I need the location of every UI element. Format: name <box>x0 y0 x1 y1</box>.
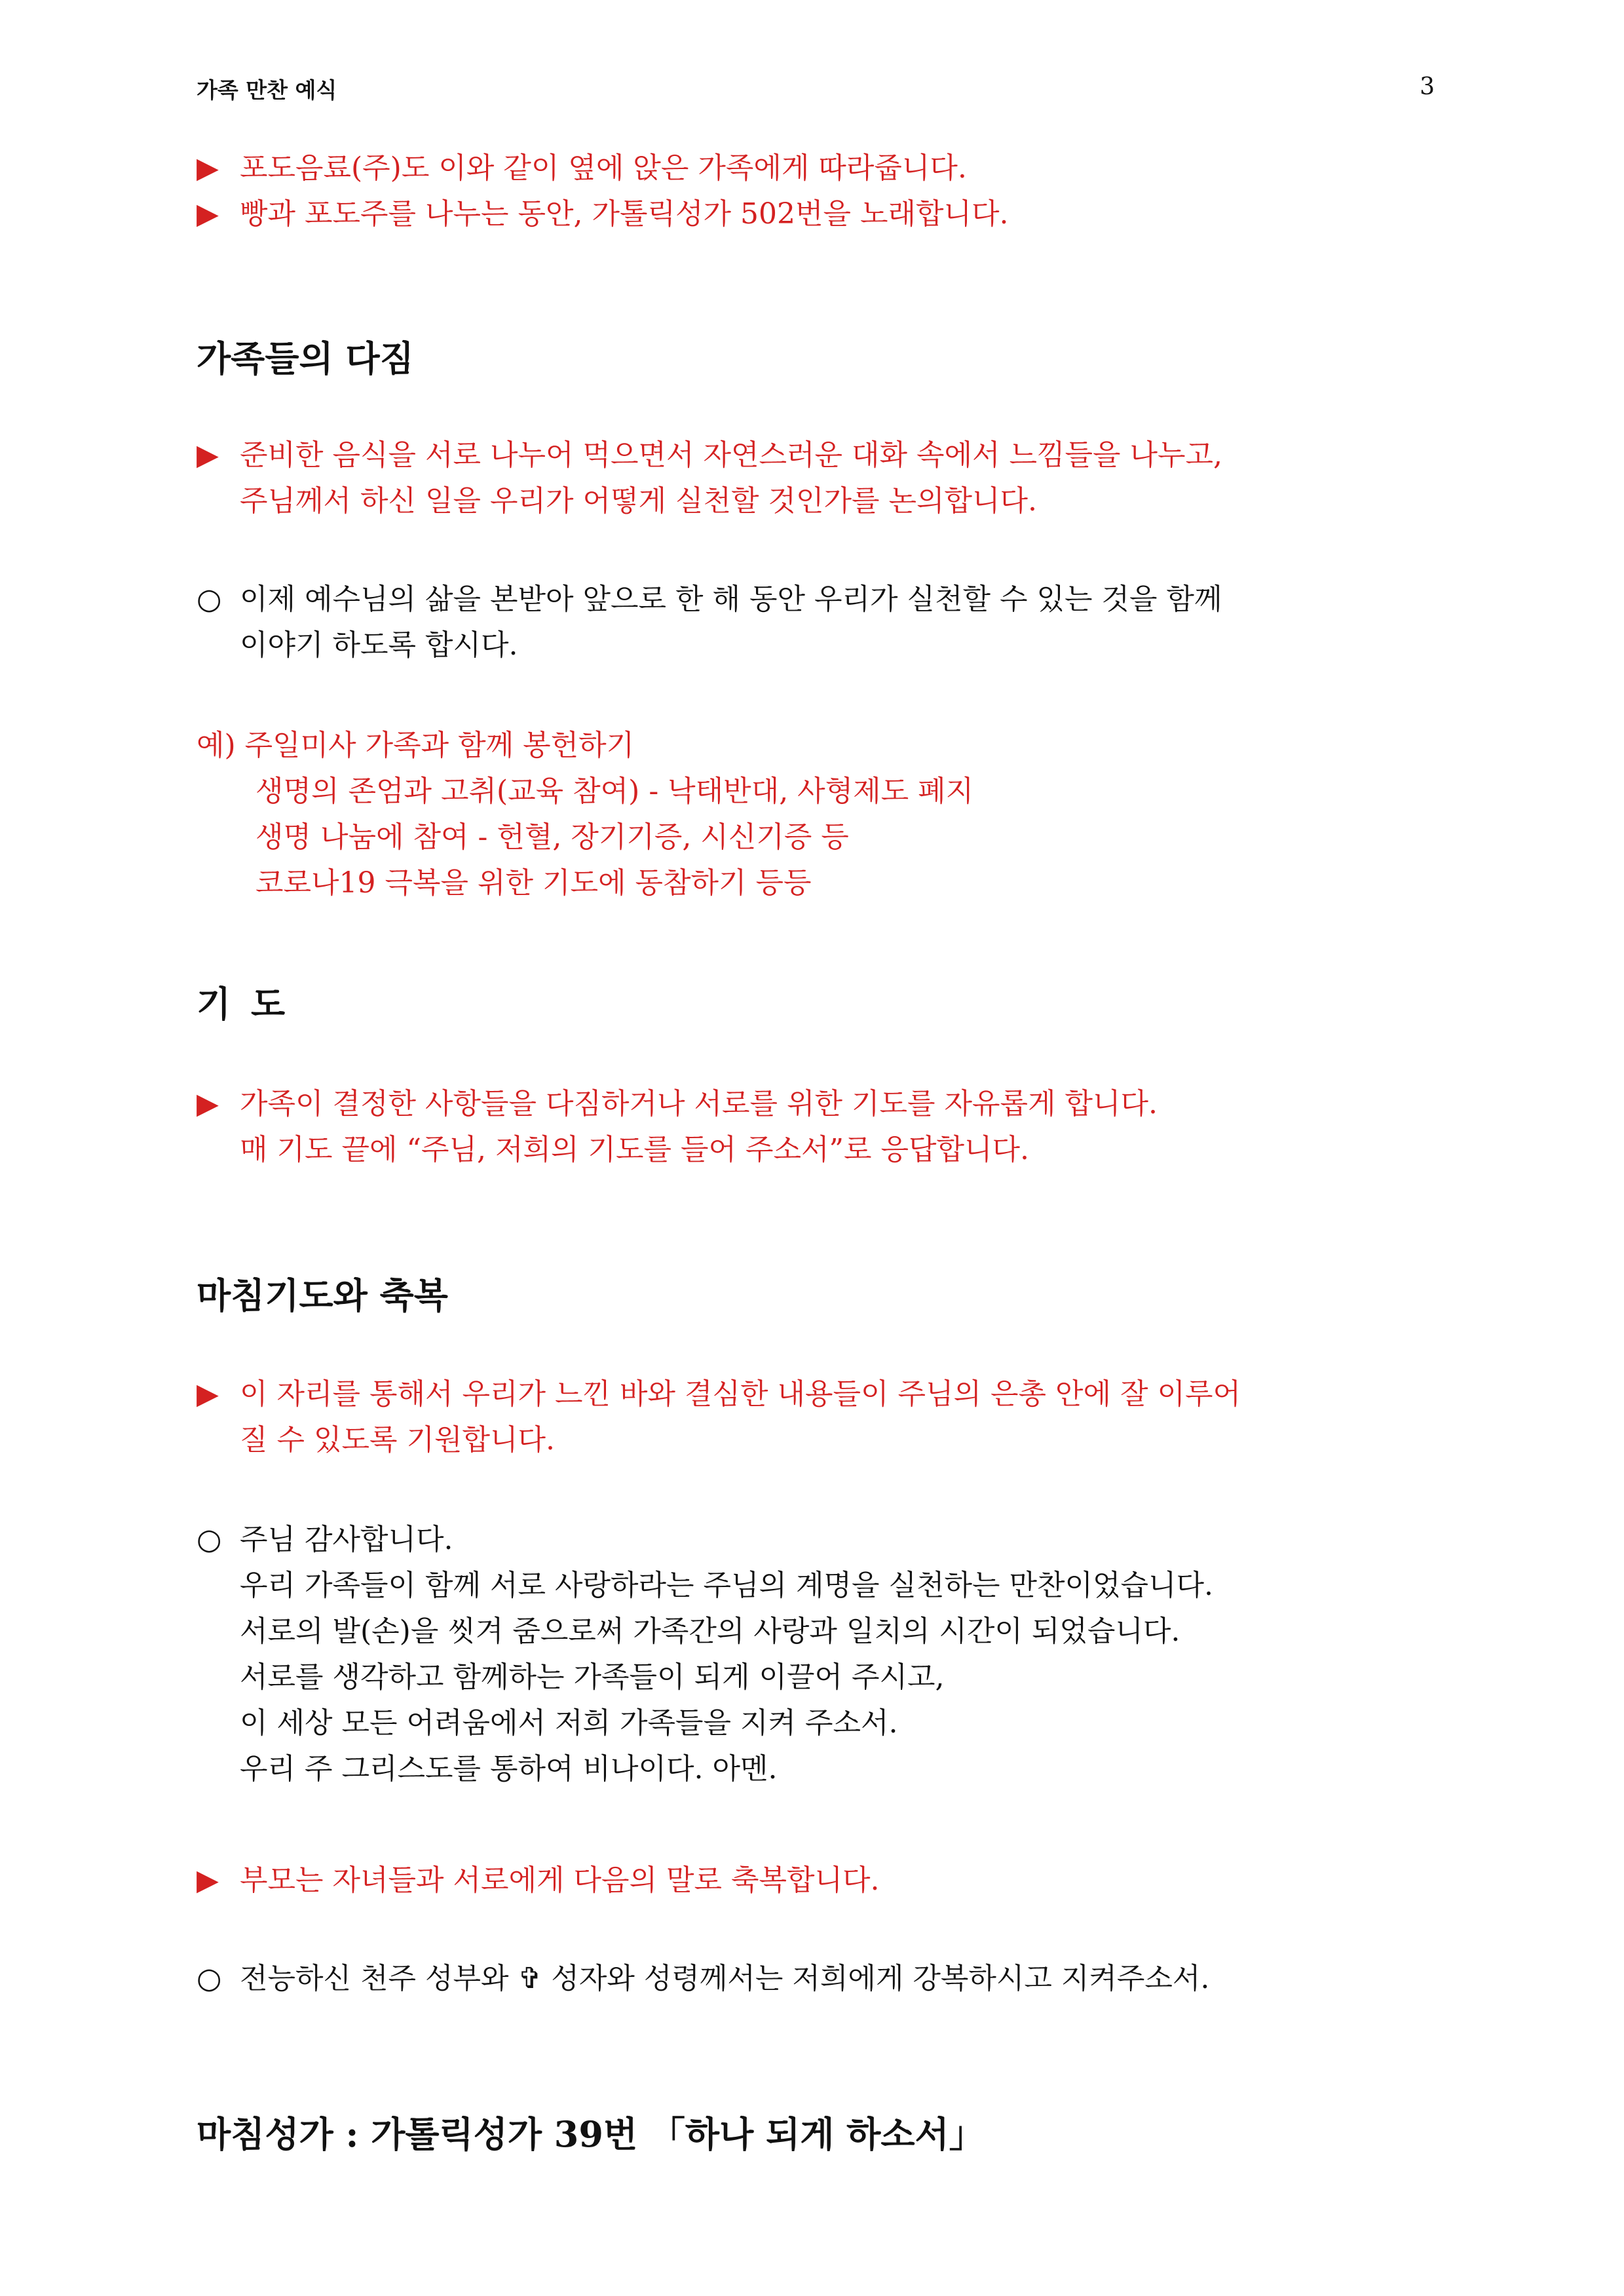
circle-bullet-icon: ○ <box>197 583 222 616</box>
closing-instruction: ▶ 이 자리를 통해서 우리가 느낀 바와 결심한 내용들이 주님의 은총 안에 잘 이루어 질 수 있도록 기원합니다. <box>197 1371 1241 1463</box>
header-title: 가족 만찬 예식 <box>197 77 337 103</box>
circle-bullet-icon: ○ <box>197 1523 222 1556</box>
triangle-bullet-icon: ▶ <box>197 151 219 185</box>
triangle-bullet-icon: ▶ <box>197 197 219 231</box>
resolve-examples: 예) 주일미사 가족과 함께 봉헌하기 생명의 존엄과 고취(교육 참여) - 낙태반대, 사형제도 폐지 생명 나눔에 참여 - 헌혈, 장기기증, 시신기증 등 코로나19 극복을 위한 기도에 동참하기 등등 <box>197 729 974 900</box>
triangle-bullet-icon: ▶ <box>197 1087 219 1120</box>
intro-instructions <box>197 145 1008 237</box>
triangle-bullet-icon: ▶ <box>197 438 219 472</box>
section-heading-resolve: 가족들의 다짐 <box>197 337 414 379</box>
triangle-bullet-icon: ▶ <box>197 1864 219 1897</box>
blessing-text: ○ 전능하신 천주 성부와 ✞ 성자와 성령께서는 저희에게 강복하시고 지켜주소서. <box>197 1956 1209 2002</box>
closing-hymn-heading: 마침성가 : 가톨릭성가 39번 「하나 되게 하소서」 <box>197 2113 985 2155</box>
example-label: 예) <box>197 729 236 762</box>
blessing-instruction: ▶ 부모는 자녀들과 서로에게 다음의 말로 축복합니다. <box>197 1858 880 1904</box>
intro-line-1: ▶ 포도음료(주)도 이와 같이 옆에 앉은 가족에게 따라줍니다. <box>197 145 1008 191</box>
prayer-instruction: ▶ 가족이 결정한 사항들을 다짐하거나 서로를 위한 기도를 자유롭게 합니다. 매 기도 끝에 “주님, 저희의 기도를 들어 주소서”로 응답합니다. <box>197 1081 1158 1173</box>
resolve-prompt: ○ 이제 예수님의 삶을 본받아 앞으로 한 해 동안 우리가 실천할 수 있는 것을 함께 이야기 하도록 합시다. <box>197 577 1222 668</box>
page-number: 3 <box>1420 73 1435 100</box>
resolve-instruction: ▶ 준비한 음식을 서로 나누어 먹으면서 자연스러운 대화 속에서 느낌들을 나누고, 주님께서 하신 일을 우리가 어떻게 실천할 것인가를 논의합니다. <box>197 432 1222 524</box>
circle-bullet-icon: ○ <box>197 1962 222 1995</box>
intro-line-2: ▶ 빵과 포도주를 나누는 동안, 가톨릭성가 502번을 노래합니다. <box>197 191 1008 237</box>
section-heading-closing: 마침기도와 축복 <box>197 1274 448 1316</box>
section-heading-prayer: 기 도 <box>197 983 290 1025</box>
closing-prayer: ○ 주님 감사합니다. 우리 가족들이 함께 서로 사랑하라는 주님의 계명을 실천하는 만찬이었습니다. 서로의 발(손)을 씻겨 줌으로써 가족간의 사랑과 일치의 시간이 되었습니다. 서로를 생각하고 함께하는 가족들이 되게 이끌어 주시고, 이 세상 모든 어려움에서 저희 가족들을 지켜 주소서. 우리 주 그리스도를 통하여 비나이다. 아멘. <box>197 1517 1213 1792</box>
triangle-bullet-icon: ▶ <box>197 1377 219 1411</box>
